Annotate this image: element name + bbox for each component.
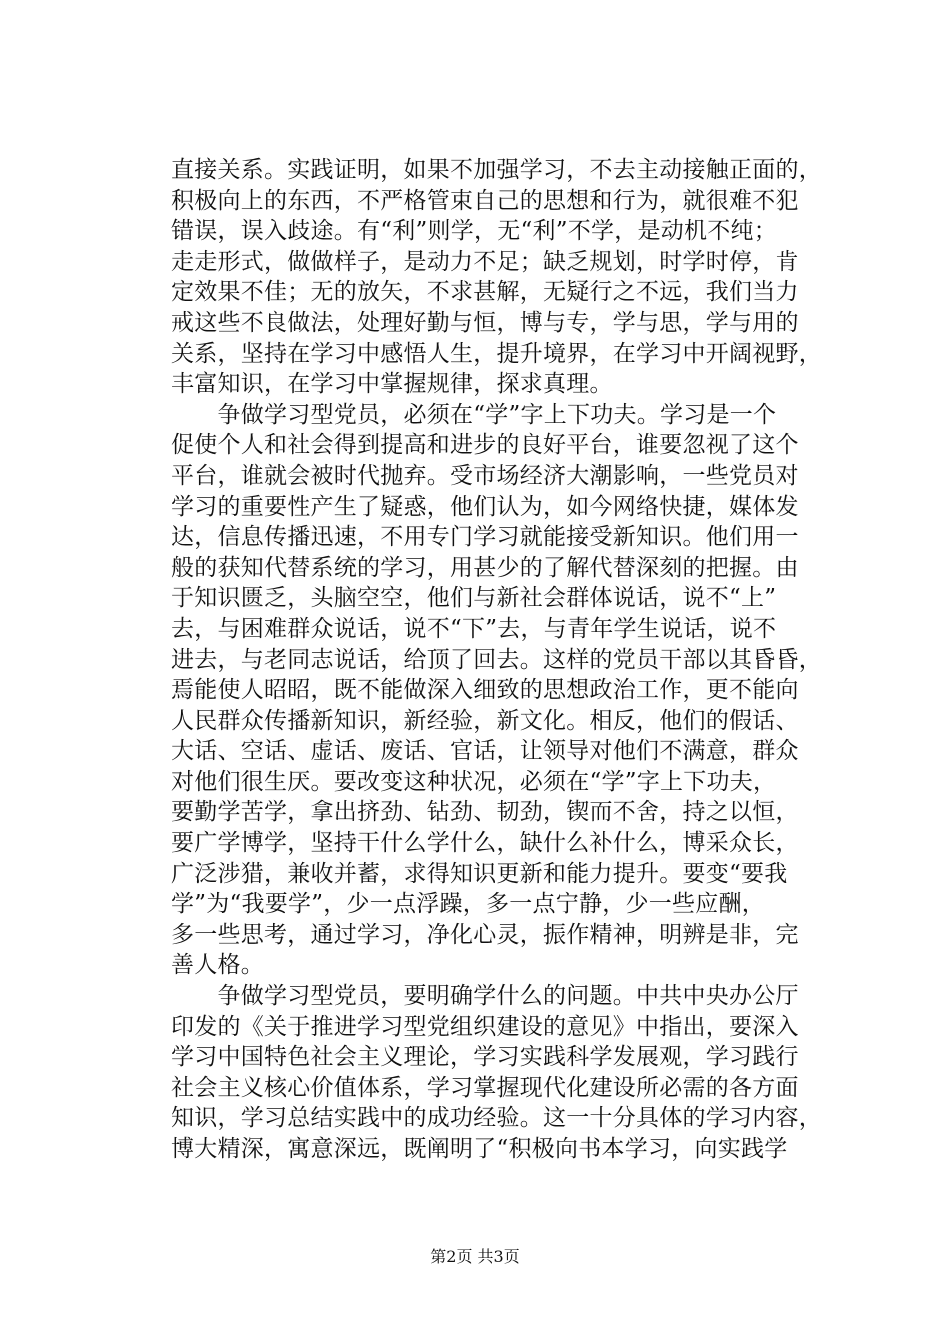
text-line: 于知识匮乏，头脑空空，他们与新社会群体说话，说不“上”: [171, 585, 777, 612]
text-line: 广泛涉猎，兼收并蓄，求得知识更新和能力提升。要变“要我: [171, 860, 788, 887]
page-footer: 第2页 共3页: [430, 1247, 520, 1266]
text-line: 要勤学苦学，拿出挤劲、钻劲、韧劲，锲而不舍，持之以恒，: [171, 799, 799, 826]
text-line: 对他们很生厌。要改变这种状况，必须在“学”字上下功夫，: [171, 768, 777, 795]
text-line: 人民群众传播新知识，新经验，新文化。相反，他们的假话、: [171, 707, 799, 734]
text-line: 争做学习型党员，要明确学什么的问题。中共中央办公厅: [171, 983, 799, 1010]
text-line: 博大精深，寓意深远，既阐明了“积极向书本学习，向实践学: [171, 1136, 788, 1162]
text-line: 焉能使人昭昭，既不能做深入细致的思想政治工作，更不能向: [171, 677, 799, 704]
text-line: 善人格。: [171, 952, 264, 979]
text-line: 达，信息传播迅速，不用专门学习就能接受新知识。他们用一: [171, 524, 799, 551]
text-line: 走走形式，做做样子，是动力不足；缺乏规划，时学时停，肯: [171, 248, 799, 275]
text-line: 定效果不佳；无的放矢，不求甚解，无疑行之不远，我们当力: [171, 279, 799, 306]
text-line: 多一些思考，通过学习，净化心灵，振作精神，明辨是非，完: [171, 921, 799, 948]
text-line: 积极向上的东西，不严格管束自己的思想和行为，就很难不犯: [171, 187, 799, 214]
body-text: [171, 155, 835, 1165]
text-line: 学习的重要性产生了疑惑，他们认为，如今网络快捷，媒体发: [171, 493, 799, 520]
text-line: 平台，谁就会被时代抛弃。受市场经济大潮影响，一些党员对: [171, 462, 799, 489]
text-line: 要广学博学，坚持干什么学什么，缺什么补什么，博采众长，: [171, 830, 799, 857]
text-line: 争做学习型党员，必须在“学”字上下功夫。学习是一个: [171, 401, 777, 428]
text-line: 丰富知识，在学习中掌握规律，探求真理。: [171, 371, 613, 398]
text-line: 戒这些不良做法，处理好勤与恒，博与专，学与思，学与用的: [171, 309, 799, 336]
text-line: 去，与困难群众说话，说不“下”去，与青年学生说话，说不: [171, 615, 777, 642]
text-line: 印发的《关于推进学习型党组织建设的意见》中指出，要深入: [171, 1013, 799, 1040]
text-line: 社会主义核心价值体系，学习掌握现代化建设所必需的各方面: [171, 1074, 799, 1101]
text-line: 学习中国特色社会主义理论，学习实践科学发展观，学习践行: [171, 1044, 799, 1071]
text-line: 学”为“我要学”，少一点浮躁，多一点宁静，少一些应酬，: [171, 891, 766, 918]
text-line: 关系，坚持在学习中感悟人生，提升境界，在学习中开阔视野，: [171, 340, 822, 367]
text-line: 大话、空话、虚话、废话、官话，让领导对他们不满意，群众: [171, 738, 799, 765]
text-line: 错误，误入歧途。有“利”则学，无“利”不学，是动机不纯；: [171, 218, 778, 245]
text-line: 知识，学习总结实践中的成功经验。这一十分具体的学习内容，: [171, 1105, 822, 1132]
text-line: 般的获知代替系统的学习，用甚少的了解代替深刻的把握。由: [171, 554, 799, 581]
text-line: 直接关系。实践证明，如果不加强学习，不去主动接触正面的，: [171, 157, 822, 183]
text-line: 进去，与老同志说话，给顶了回去。这样的党员干部以其昏昏，: [171, 646, 822, 673]
text-line: 促使个人和社会得到提高和进步的良好平台，谁要忽视了这个: [171, 432, 799, 459]
